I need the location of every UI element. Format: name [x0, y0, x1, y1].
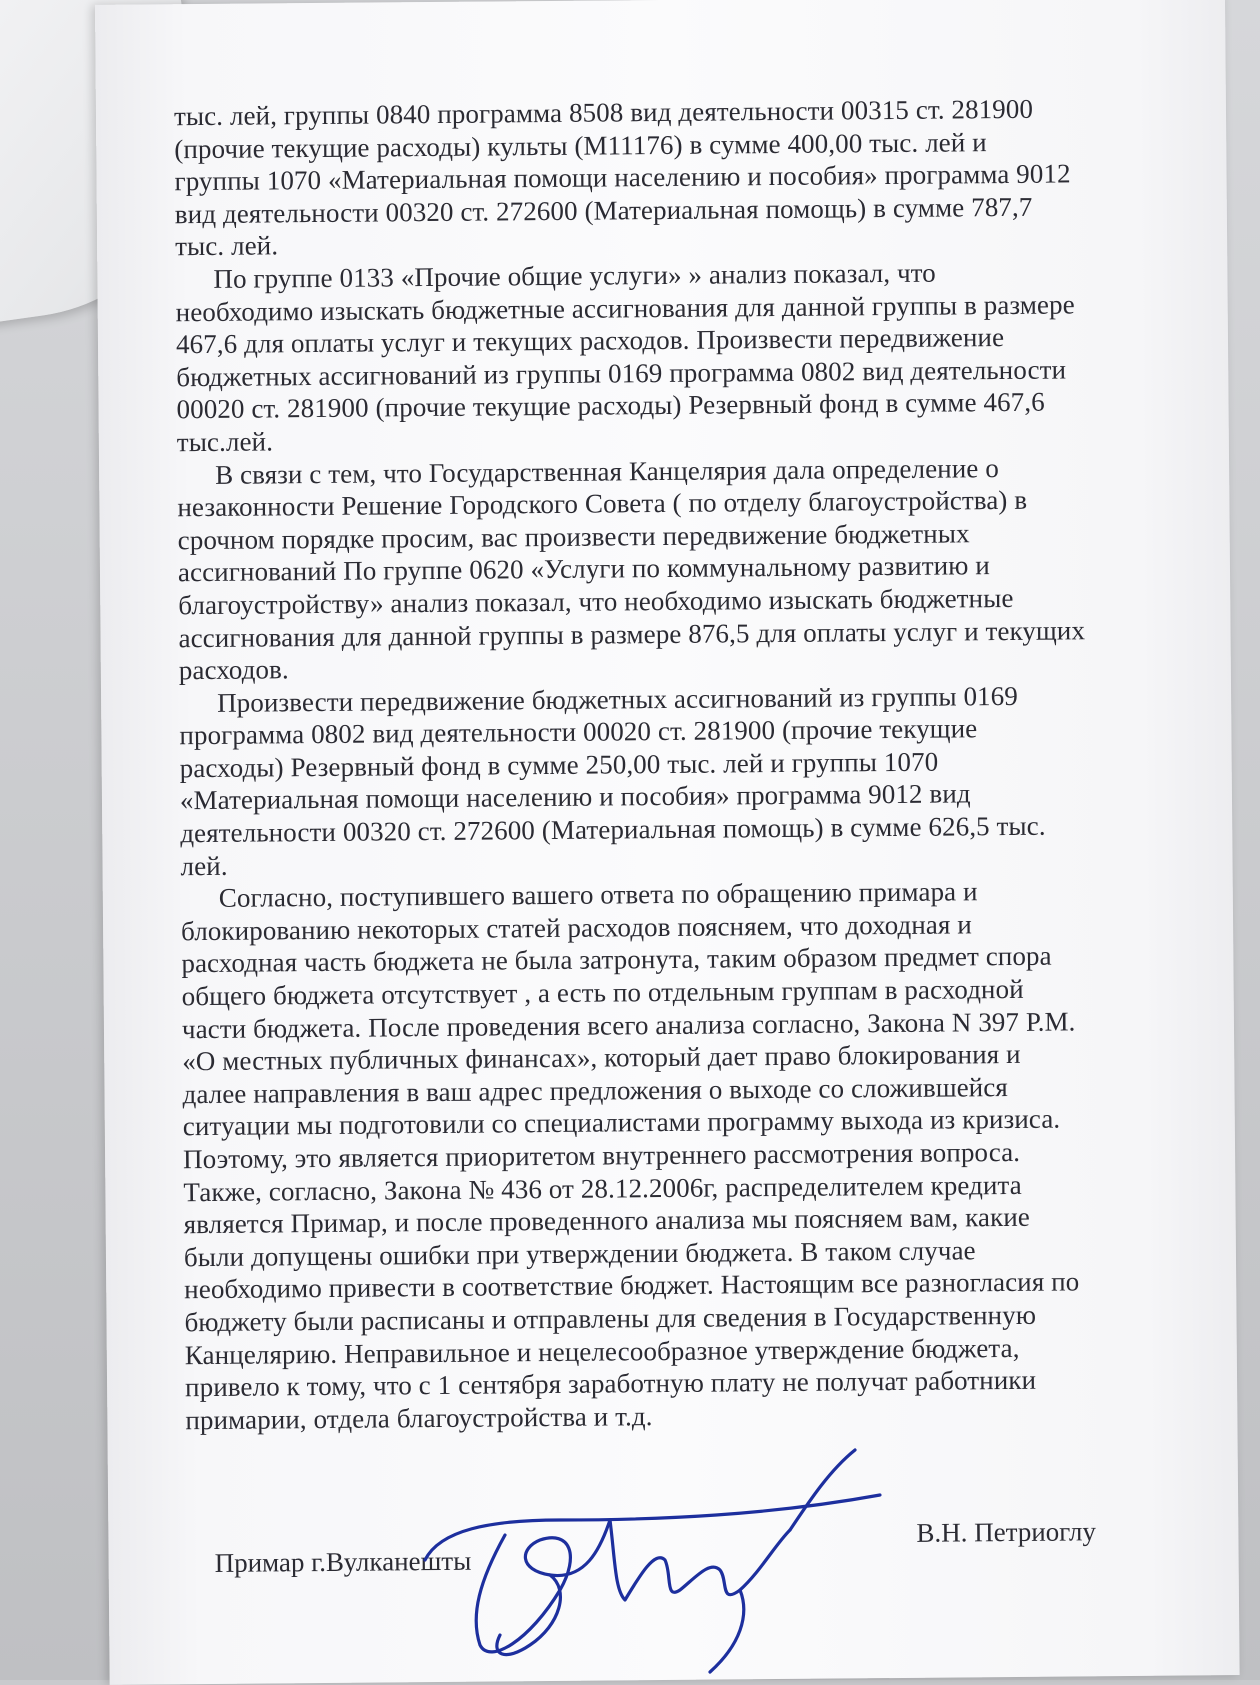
signature-stroke-4: [790, 1450, 855, 1530]
handwritten-signature: [410, 1440, 970, 1680]
paragraph-1: тыс. лей, группы 0840 программа 8508 вид деятельности 00315 ст. 281900 (прочие текущие расходы) культы (М11176) в сумме 400,00 тыс. лей и группы 1070 «Материальная помощи населению и пособия» программа 9012 вид деятельности 00320 ст. 272600 (Материальная помощь) в сумме 787,7 тыс. лей.: [173, 93, 1071, 262]
signatory-title: Примар г.Вулканешты: [214, 1545, 472, 1578]
paragraph-5: Согласно, поступившего вашего ответа по обращению примара и блокированию некоторых статей расходов поясняем, что доходная и расходная часть бюджета не была затронута, таким образом предмет спора общего бюджета отсутствует , а есть по отдельным группам в расходной части бюджета. После проведения всего анализа согласно, Закона N 397 Р.М. «О местных публичных финансах», который дает право блокирования и далее направления в ваш адрес предложения о выходе со сложившейся ситуации мы подготовили со специалистами программу выхода из кризиса. Поэтому, это является приоритетом внутреннего рассмотрения вопроса. Также, согласно, Закона № 436 от 28.12.2006г, распределителем кредита является Примар, и после проведенного анализа мы поясняем вам, какие были допущены ошибки при утверждении бюджета. В таком случае необходимо привести в соответствие бюджет. Настоящим все разногласия по бюджету были расписаны и отправлены для сведения в Государственную Канцелярию. Неправильное и нецелесообразное утверждение бюджета, привело к тому, что с 1 сентября заработную плату не получат работники примарии, отдела благоустройства и т.д.: [180, 876, 1080, 1435]
paragraph-4: Произвести передвижение бюджетных ассигнований из группы 0169 программа 0802 вид деятельности 00020 ст. 281900 (прочие текущие расходы) Резервный фонд в сумме 250,00 тыс. лей и группы 1070 «Материальная помощи населению и пособия» программа 9012 вид деятельности 00320 ст. 272600 (Материальная помощь) в сумме 626,5 тыс. лей.: [179, 680, 1046, 881]
document-page: [95, 0, 1240, 1685]
paragraph-2: По группе 0133 «Прочие общие услуги» » анализ показал, что необходимо изыскать бюджетные ассигнования для данной группы в размере 467,6 для оплаты услуг и текущих расходов. Произвести передвижение бюджетных ассигнований из группы 0169 программа 0802 вид деятельности 00020 ст. 281900 (прочие текущие расходы) Резервный фонд в сумме 467,6 тыс.лей.: [175, 257, 1075, 458]
document-body: [174, 91, 1226, 1436]
signature-stroke-3: [610, 1520, 790, 1600]
signatory-name: В.Н. Петриоглу: [916, 1516, 1097, 1548]
paragraph-3: В связи с тем, что Государственная Канцелярия дала определение о незаконности Решение Городского Совета ( по отделу благоустройства) в срочном порядке просим, вас произвести передвижение бюджетных ассигнований По группе 0620 «Услуги по коммунальному развитию и благоустройству» анализ показал, что необходимо изыскать бюджетные ассигнования для данной группы в размере 876,5 для оплаты услуг и текущих расходов.: [177, 452, 1086, 686]
signature-stroke-2: [497, 1575, 561, 1655]
signature-stroke-5: [425, 1495, 880, 1560]
signature-stroke-6: [710, 1590, 744, 1672]
